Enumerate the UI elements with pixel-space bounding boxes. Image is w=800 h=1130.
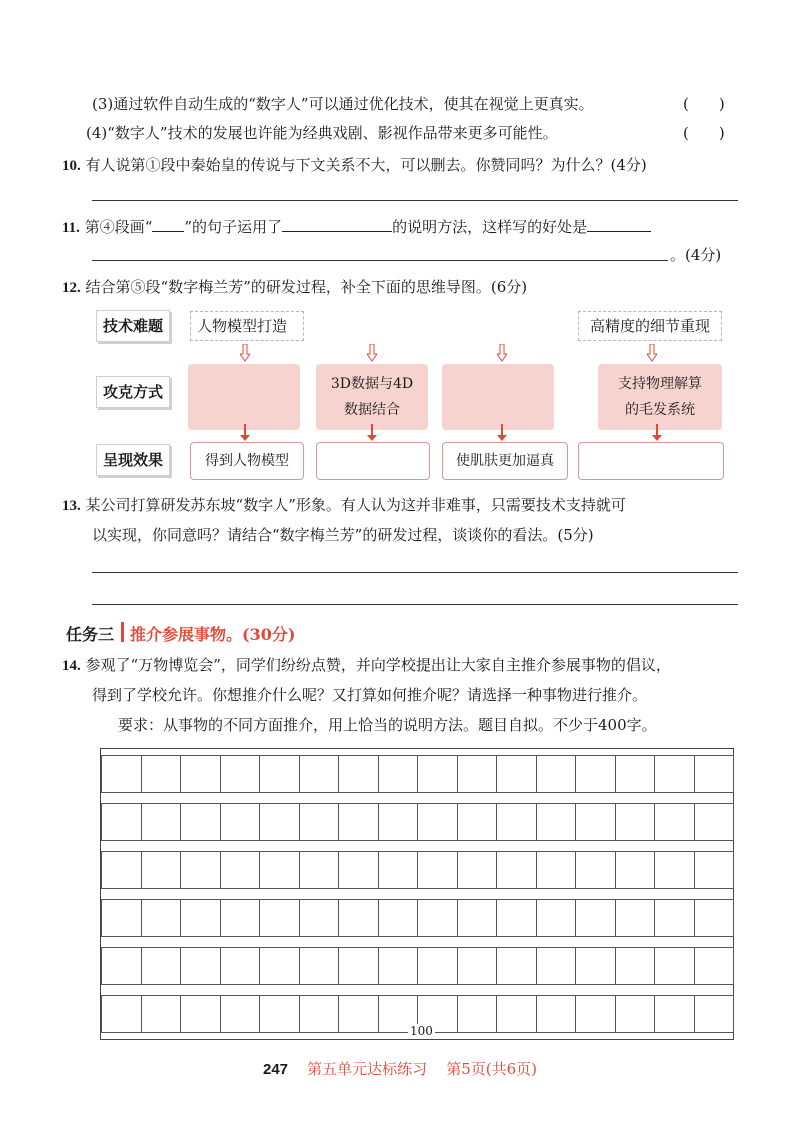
grid-cell[interactable] [259, 755, 300, 793]
question-number: 11. [62, 220, 80, 236]
task-title: 推介参展事物。(30分) [130, 625, 296, 644]
answer-paren-4[interactable]: ( ) [683, 124, 725, 142]
row-label-result: 呈现效果 [96, 444, 170, 476]
method-box-3[interactable] [442, 364, 554, 430]
answer-line[interactable] [92, 604, 738, 605]
grid-cell[interactable] [338, 947, 379, 985]
grid-cell[interactable] [180, 947, 221, 985]
question-number: 12. [62, 280, 81, 296]
grid-cell[interactable] [457, 995, 498, 1033]
grid-cell[interactable] [338, 899, 379, 937]
question-10 [62, 154, 647, 175]
writing-grid[interactable] [100, 748, 734, 1040]
grid-cell[interactable] [220, 947, 261, 985]
grid-cell[interactable] [457, 755, 498, 793]
grid-cell[interactable] [615, 995, 656, 1033]
page-number: 247 [263, 1061, 289, 1078]
grid-cell[interactable] [496, 899, 537, 937]
question-11 [62, 216, 651, 237]
grid-cell[interactable] [259, 947, 300, 985]
grid-cell[interactable] [220, 851, 261, 889]
answer-line[interactable] [92, 260, 668, 261]
grid-cell[interactable] [615, 947, 656, 985]
row-label-method: 攻克方式 [96, 376, 170, 408]
grid-row [101, 947, 733, 985]
result-box-4[interactable] [578, 442, 724, 480]
grid-cell[interactable] [457, 947, 498, 985]
grid-count-mark: 100 [410, 1024, 433, 1038]
difficulty-1: 人物模型打造 [190, 311, 304, 341]
answer-paren-3[interactable]: ( ) [683, 95, 725, 113]
grid-cell[interactable] [417, 899, 458, 937]
method-line2: 的毛发系统 [625, 402, 695, 418]
grid-cell[interactable] [299, 755, 340, 793]
grid-row [101, 851, 733, 889]
arrow-down-icon [497, 424, 507, 442]
task-divider [121, 622, 124, 642]
grid-cell[interactable] [220, 899, 261, 937]
grid-cell[interactable] [180, 755, 221, 793]
grid-cell[interactable] [338, 851, 379, 889]
hollow-arrow-icon [367, 344, 377, 362]
grid-cell[interactable] [299, 851, 340, 889]
grid-cell[interactable] [141, 995, 182, 1033]
grid-cell[interactable] [615, 755, 656, 793]
grid-cell[interactable] [654, 803, 695, 841]
grid-cell[interactable] [378, 803, 419, 841]
grid-cell[interactable] [615, 803, 656, 841]
arrow-down-icon [367, 424, 377, 442]
grid-cell[interactable] [378, 851, 419, 889]
question-text-line1: 某公司打算研发苏东坡“数字人”形象。有人认为这并非难事，只需要技术支持就可 [85, 496, 626, 514]
grid-cell[interactable] [654, 995, 695, 1033]
grid-cell[interactable] [694, 995, 735, 1033]
question-number: 14. [62, 658, 81, 674]
unit-title: 第五单元达标练习 [307, 1060, 428, 1078]
grid-cell[interactable] [299, 899, 340, 937]
grid-cell[interactable] [101, 995, 142, 1033]
grid-cell[interactable] [457, 803, 498, 841]
grid-cell[interactable] [101, 899, 142, 937]
grid-cell[interactable] [259, 995, 300, 1033]
grid-cell[interactable] [575, 803, 616, 841]
grid-cell[interactable] [694, 755, 735, 793]
grid-cell[interactable] [101, 947, 142, 985]
grid-cell[interactable] [101, 803, 142, 841]
grid-cell[interactable] [654, 947, 695, 985]
answer-line[interactable] [92, 572, 738, 573]
question-text: 有人说第①段中秦始皇的传说与下文关系不大，可以删去。你赞同吗？为什么？(4分) [85, 156, 647, 174]
grid-cell[interactable] [141, 803, 182, 841]
grid-row [101, 755, 733, 793]
result-box-3: 使肌肤更加逼真 [442, 442, 568, 480]
grid-cell[interactable] [141, 851, 182, 889]
grid-row [101, 803, 733, 841]
grid-cell[interactable] [694, 947, 735, 985]
result-box-1: 得到人物模型 [190, 442, 304, 480]
grid-cell[interactable] [299, 947, 340, 985]
grid-row [101, 899, 733, 937]
page-count: 第5页(共6页) [446, 1060, 537, 1078]
question-14-line2: 得到了学校允许。你想推介什么呢？又打算如何推介呢？请选择一种事物进行推介。 [92, 686, 648, 704]
question-14 [62, 654, 671, 675]
question-13 [62, 494, 626, 515]
question-14-requirement: 要求：从事物的不同方面推介，用上恰当的说明方法。题目自拟。不少于400字。 [118, 716, 657, 734]
question-text-a: 第④段画“ [84, 218, 153, 236]
question-text-b: ”的句子运用了 [184, 218, 283, 236]
grid-cell[interactable] [417, 755, 458, 793]
grid-cell[interactable] [338, 755, 379, 793]
grid-cell[interactable] [259, 899, 300, 937]
grid-cell[interactable] [496, 851, 537, 889]
question-text-c: 的说明方法，这样写的好处是 [392, 218, 588, 236]
grid-cell[interactable] [141, 755, 182, 793]
method-box-1[interactable] [188, 364, 300, 430]
grid-cell[interactable] [654, 851, 695, 889]
grid-cell[interactable] [615, 899, 656, 937]
grid-cell[interactable] [378, 755, 419, 793]
grid-cell[interactable] [299, 995, 340, 1033]
question-12 [62, 276, 527, 297]
grid-cell[interactable] [417, 947, 458, 985]
grid-cell[interactable] [496, 803, 537, 841]
grid-cell[interactable] [338, 995, 379, 1033]
grid-cell[interactable] [180, 995, 221, 1033]
difficulty-4: 高精度的细节重现 [578, 311, 722, 341]
grid-cell[interactable] [536, 995, 577, 1033]
question-text: 结合第⑤段“数字梅兰芳”的研发过程，补全下面的思维导图。(6分) [85, 278, 528, 296]
grid-cell[interactable] [536, 851, 577, 889]
hollow-arrow-icon [647, 344, 657, 362]
grid-cell[interactable] [259, 803, 300, 841]
grid-cell[interactable] [536, 899, 577, 937]
grid-cell[interactable] [575, 947, 616, 985]
grid-cell[interactable] [694, 851, 735, 889]
method-line2: 数据结合 [344, 402, 400, 418]
page-footer [0, 1058, 800, 1079]
grid-cell[interactable] [654, 755, 695, 793]
method-box-2 [316, 364, 428, 430]
row-label-difficulty: 技术难题 [96, 310, 170, 342]
grid-cell[interactable] [101, 755, 142, 793]
score-label: 。(4分) [670, 246, 722, 264]
grid-cell[interactable] [496, 755, 537, 793]
grid-cell[interactable] [378, 899, 419, 937]
blank-method[interactable] [282, 217, 392, 232]
grid-cell[interactable] [180, 851, 221, 889]
answer-line[interactable] [92, 200, 738, 201]
blank-benefit[interactable] [587, 217, 651, 232]
grid-cell[interactable] [536, 803, 577, 841]
grid-cell[interactable] [615, 851, 656, 889]
grid-cell[interactable] [338, 803, 379, 841]
grid-cell[interactable] [575, 755, 616, 793]
grid-cell[interactable] [575, 851, 616, 889]
grid-cell[interactable] [654, 899, 695, 937]
statement-4: (4)“数字人”技术的发展也许能为经典戏剧、影视作品带来更多可能性。 [86, 124, 558, 142]
grid-cell[interactable] [220, 755, 261, 793]
grid-cell[interactable] [575, 899, 616, 937]
grid-cell[interactable] [457, 851, 498, 889]
arrow-down-icon [652, 424, 662, 442]
grid-cell[interactable] [220, 803, 261, 841]
grid-cell[interactable] [378, 947, 419, 985]
arrow-down-icon [240, 424, 250, 442]
grid-cell[interactable] [417, 851, 458, 889]
grid-cell[interactable] [180, 899, 221, 937]
method-box-4 [598, 364, 722, 430]
grid-cell[interactable] [496, 947, 537, 985]
grid-cell[interactable] [180, 803, 221, 841]
grid-cell[interactable] [694, 899, 735, 937]
result-box-2[interactable] [316, 442, 430, 480]
grid-cell[interactable] [457, 899, 498, 937]
method-line1: 3D数据与4D [330, 376, 414, 392]
task-tag: 任务三 [66, 625, 115, 644]
grid-cell[interactable] [141, 899, 182, 937]
grid-cell[interactable] [536, 755, 577, 793]
grid-cell[interactable] [101, 851, 142, 889]
method-line1: 支持物理解算 [618, 376, 702, 392]
question-number: 13. [62, 498, 81, 514]
question-text-line1: 参观了“万物博览会”，同学们纷纷点赞，并向学校提出让大家自主推介参展事物的倡议， [85, 656, 671, 674]
grid-cell[interactable] [417, 803, 458, 841]
grid-cell[interactable] [496, 995, 537, 1033]
grid-cell[interactable] [299, 803, 340, 841]
grid-cell[interactable] [220, 995, 261, 1033]
question-13-line2: 以实现，你同意吗？请结合“数字梅兰芳”的研发过程，谈谈你的看法。(5分) [92, 526, 594, 544]
statement-3: (3)通过软件自动生成的“数字人”可以通过优化技术，使其在视觉上更真实。 [92, 95, 594, 113]
grid-cell[interactable] [259, 851, 300, 889]
blank-underlined[interactable] [152, 217, 184, 232]
grid-cell[interactable] [141, 947, 182, 985]
grid-cell[interactable] [575, 995, 616, 1033]
grid-cell[interactable] [694, 803, 735, 841]
grid-cell[interactable] [536, 947, 577, 985]
hollow-arrow-icon [240, 344, 250, 362]
hollow-arrow-icon [497, 344, 507, 362]
question-number: 10. [62, 158, 81, 174]
